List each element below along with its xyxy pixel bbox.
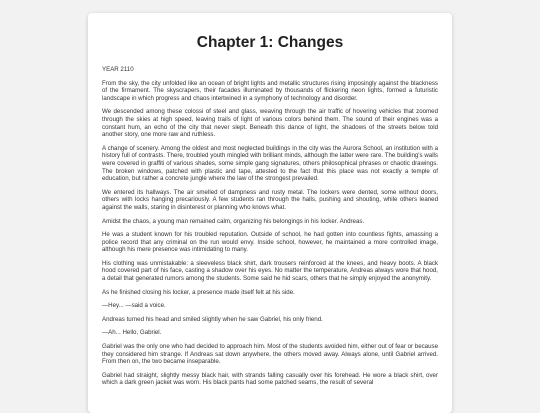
chapter-title: Chapter 1: Changes xyxy=(196,34,344,51)
paragraph: Andreas turned his head and smiled slightly when he saw Gabriel, his only friend. xyxy=(102,315,323,323)
paragraph: His clothing was unmistakable: a sleeveless black shirt, dark trousers reinforced at the knees, and heavy boots. A black hood covered part of his face, casting a shadow over his eyes. No matter the temperature, Andreas always wore that hood, a detail that generated rumors among the students. Some said he hid scars, others that he simply enjoyed the anonymity. xyxy=(102,259,438,283)
paragraph: We descended among these colossi of steel and glass, weaving through the air traffic of hovering vehicles that zoomed through the skies at high speed, leaving trails of light of various colors behind them. The sound of their engines was a constant hum, an echo of the city that never slept. Beneath this dance of light, the shadows of the streets below told another story, one more raw and ruthless. xyxy=(102,108,438,139)
paragraph-year: YEAR 2110 xyxy=(102,66,134,73)
dialogue-line: —Hey... —said a voice. xyxy=(102,302,166,310)
paragraph: A change of scenery. Among the oldest and most neglected buildings in the city was the Aurora School, an institution with a history full of contrasts. There, troubled youth mingled with brilliant minds, although the latter were rare. The building's walls were covered in graffiti of various shades, some simple gang signatures, others philosophical phrases or chaotic drawings. The broken windows, patched with plastic and tape, attested to the fact that this place was not exactly a temple of education, but rather a concrete jungle where the law of the strongest prevailed. xyxy=(102,144,438,183)
paragraph: From the sky, the city unfolded like an ocean of bright lights and metallic structures rising imposingly against the blackness of the firmament. The skyscrapers, their facades illuminated by thousands of flickering neon lights, formed a futuristic landscape in which progress and chaos intertwined in a symphony of technology and disorder. xyxy=(102,79,438,102)
document-page xyxy=(88,13,452,413)
paragraph: As he finished closing his locker, a presence made itself felt at his side. xyxy=(102,288,295,296)
paragraph: Gabriel was the only one who had decided to approach him. Most of the students avoided him, either out of fear or because they considered him strange. If Andreas sat down anywhere, the others moved away. Always alone, until Gabriel arrived. From then on, the two became inseparable. xyxy=(102,343,438,366)
paragraph: Gabriel had straight, slightly messy black hair, with strands falling casually over his forehead. He wore a black shirt, over which a dark green jacket was worn. His black pants had some patched seams, the result of several xyxy=(102,371,438,387)
dialogue-line: —Ah... Hello, Gabriel. xyxy=(102,329,162,337)
paragraph: Amidst the chaos, a young man remained calm, organizing his belongings in his locker. Andreas. xyxy=(102,217,365,225)
paragraph: He was a student known for his troubled reputation. Outside of school, he had gotten into countless fights, amassing a police record that any criminal on the run would envy. Inside school, however, he maintained a more controlled image, although his mere presence was intimidating to many. xyxy=(102,231,438,254)
paragraph: We entered its hallways. The air smelled of dampness and rusty metal. The lockers were dented, some without doors, others with locks hanging precariously. A few students ran through the halls, pushing and shouting, while others leaned against the walls, staring in disinterest or planning who knows what. xyxy=(102,188,438,211)
chapter-body xyxy=(102,66,438,387)
